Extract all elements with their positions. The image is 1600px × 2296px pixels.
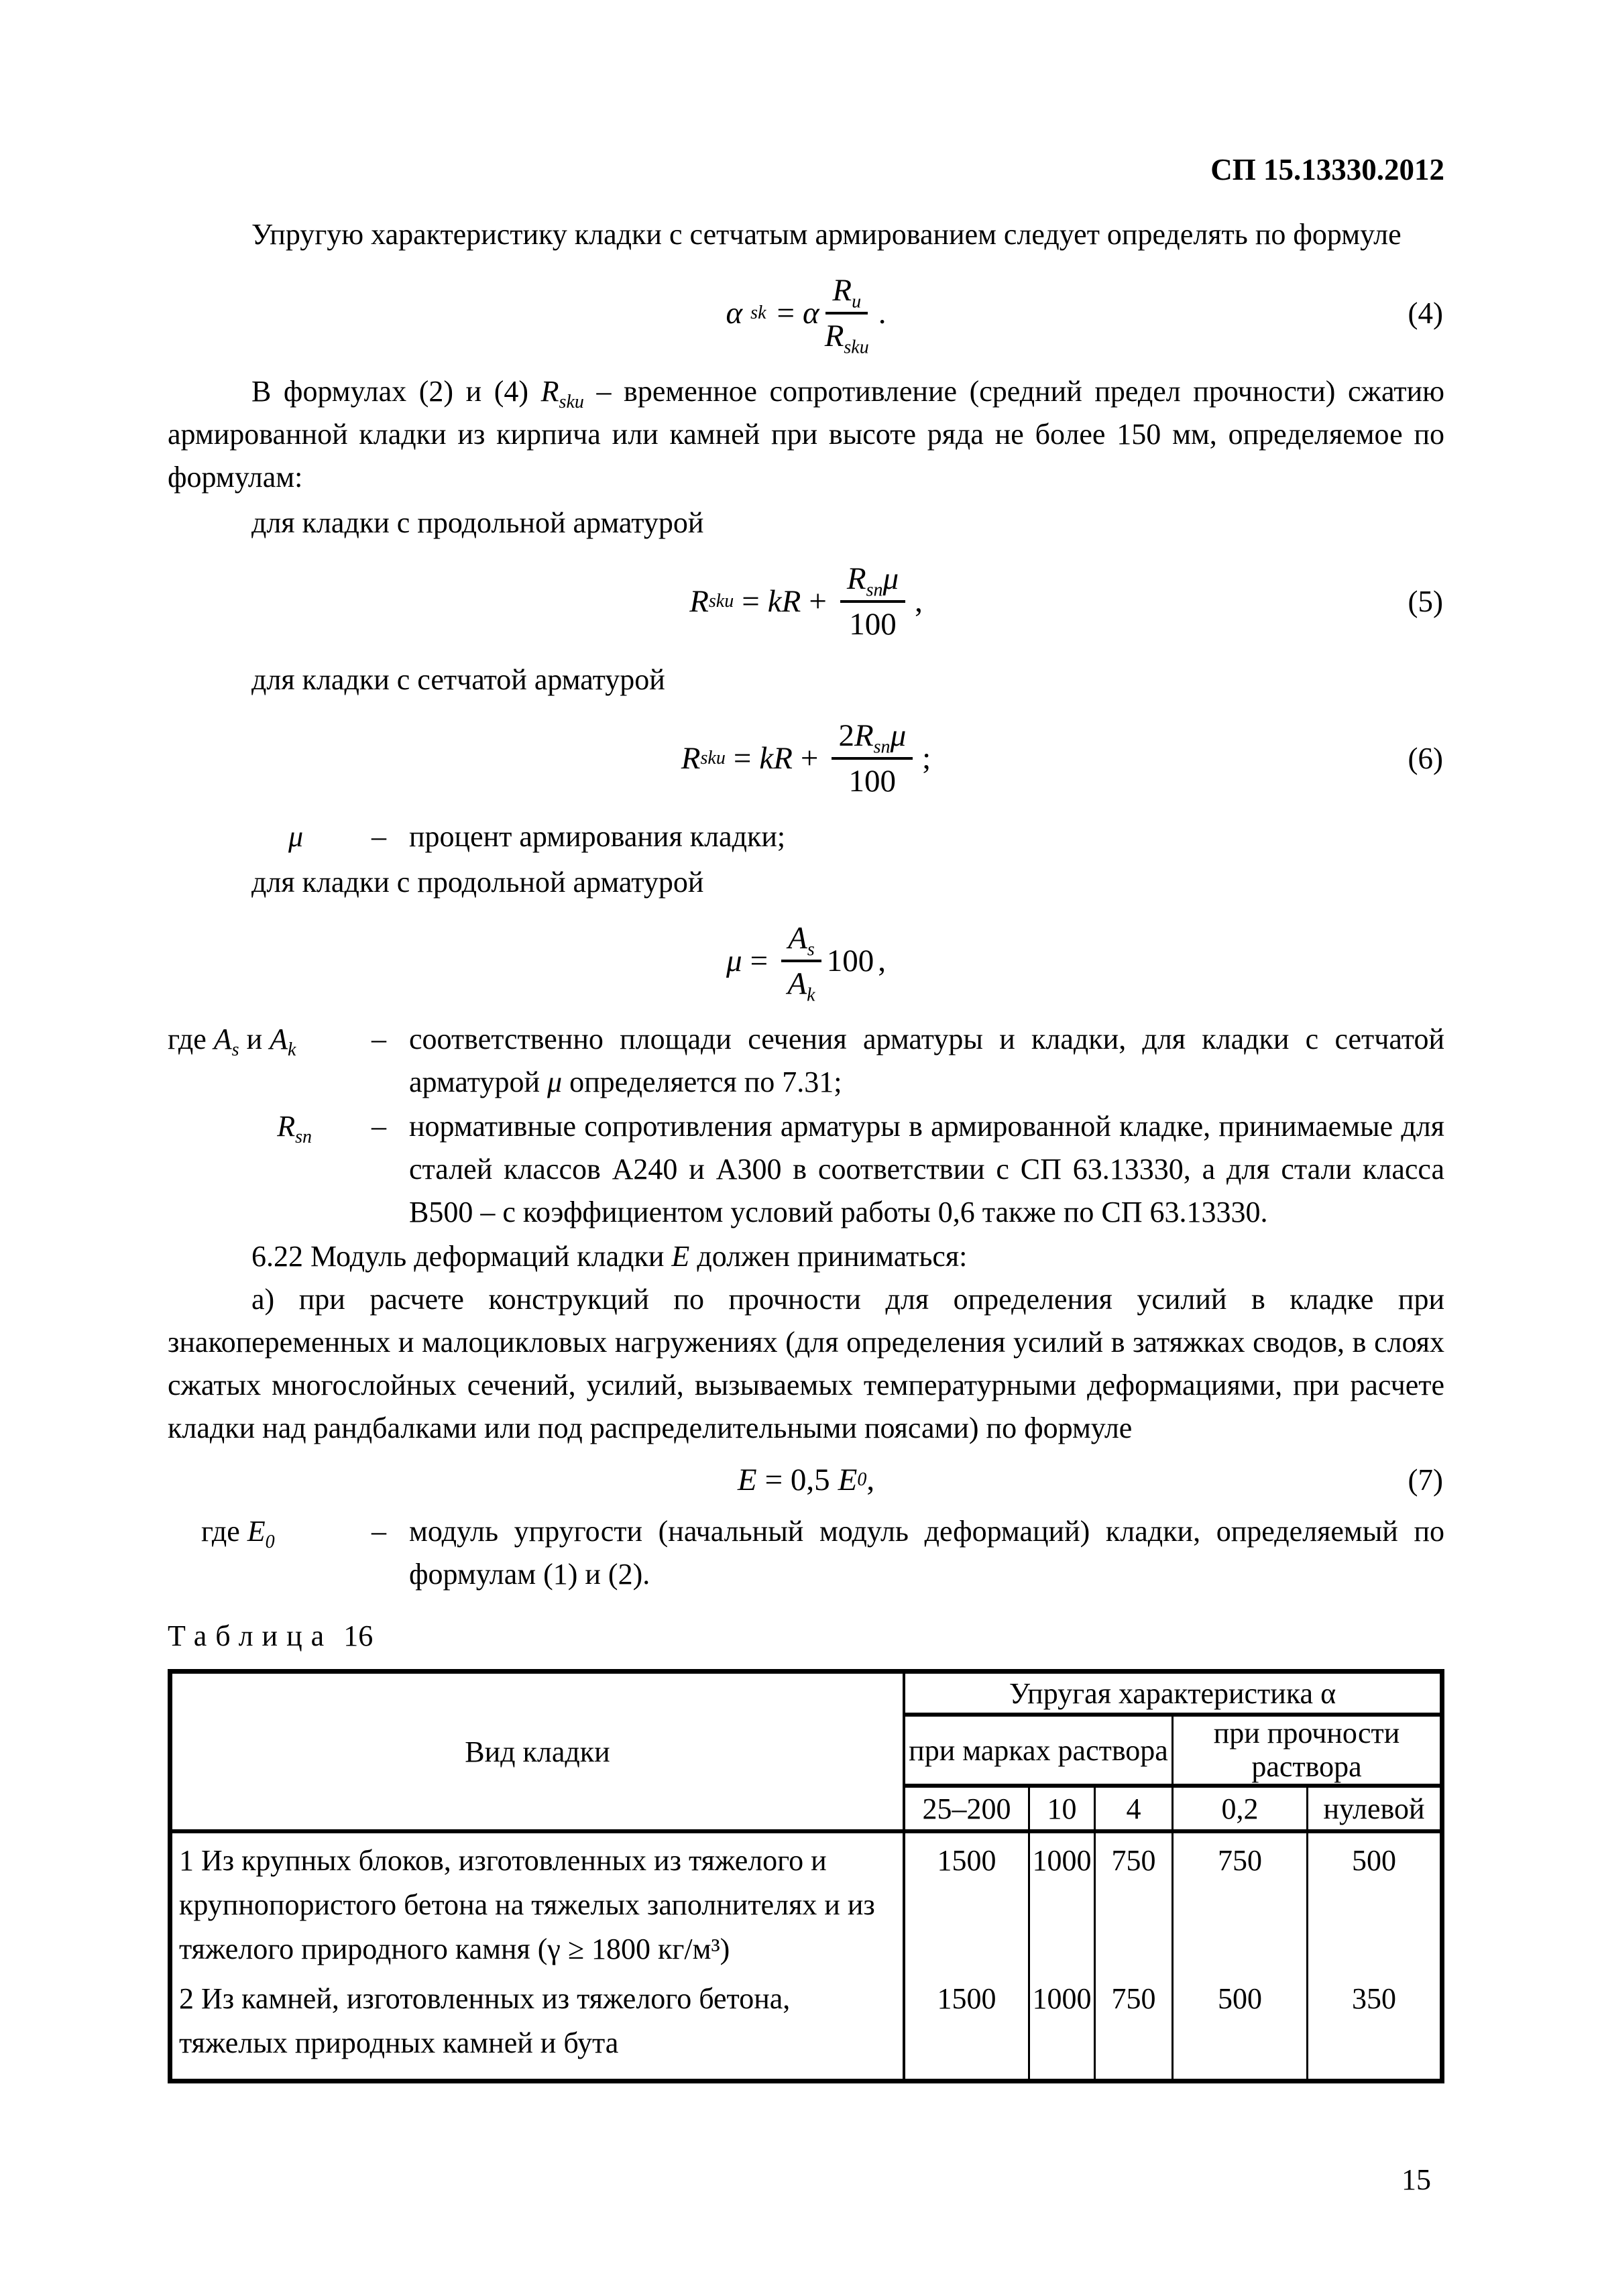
table-header-mortar-strength: при прочности раствора [1174, 1717, 1440, 1788]
table-row-1-value-4: 750 [1096, 1833, 1174, 1971]
eq7-punctuation: , [866, 1462, 875, 1497]
eq6-fraction [832, 718, 913, 799]
definition-as-var2: A [270, 1023, 288, 1055]
eq6-punctuation: ; [922, 741, 931, 776]
definition-as-description-post: определяется по 7.31; [562, 1066, 842, 1098]
definition-as-ak [168, 1018, 1444, 1104]
eq5-numerator-mu: μ [882, 561, 899, 596]
definition-e0 [168, 1510, 1444, 1596]
definition-as-dash: – [372, 1023, 386, 1055]
table-subheader-25-200: 25–200 [905, 1788, 1030, 1829]
para-formulas-text-post: – временное сопротивление (средний предел прочности) сжатию армированной кладки из кирпича или камней при высоте ряда не более 150 мм, определяемое по формулам: [168, 375, 1444, 494]
table-caption-number: 16 [343, 1619, 374, 1652]
table-row-2-value-0-2: 500 [1174, 1971, 1308, 2079]
eq4-alpha: α [726, 296, 743, 331]
para-intro: Упругую характеристику кладки с сетчатым армированием следует определять по формуле [251, 218, 1402, 251]
eq4-denominator-subscript: sku [844, 337, 869, 358]
equation-5: R sku = kR + $\frac{R_{sn}\mu}{100}$ , (5) [689, 561, 1443, 642]
equation-4: α sk = α $\frac{R_u}{R_{sku}}$ . (4) [726, 273, 1443, 358]
eq5-numerator: R [846, 561, 866, 596]
equation-6: R sku = kR + $\frac{2R_{sn}\mu}{100}$ ; (6) [681, 718, 1443, 799]
page-number: 15 [1402, 2163, 1431, 2196]
definition-as-var2-subscript: k [288, 1039, 296, 1060]
para-formulas [168, 370, 1444, 499]
definition-rsn-var-subscript: sn [295, 1126, 312, 1147]
eq7-equals: = 0,5 [764, 1462, 830, 1497]
definition-as-description [409, 1018, 1444, 1104]
definition-e0-description: модуль упругости (начальный модуль деформаций) кладки, определяемый по формулам (1) и (2). [409, 1515, 1444, 1591]
table-caption-word: Таблица [168, 1619, 333, 1652]
eq4-punctuation: . [878, 296, 887, 331]
equation-mu [168, 911, 1444, 1011]
table-row-2-value-25-200: 1500 [905, 1971, 1030, 2079]
table-subheader-0-2: 0,2 [1174, 1788, 1308, 1829]
eq6-number: (6) [1408, 742, 1443, 775]
table-row-1-value-25-200: 1500 [905, 1833, 1030, 1971]
para-formulas-text: В формулах (2) и (4) [251, 375, 541, 408]
table-subheader-zero: нулевой [1323, 1792, 1425, 1825]
definition-e0-var: E [247, 1515, 266, 1548]
eq7-rhs: E [838, 1462, 858, 1497]
table-row-1-value-10: 1000 [1030, 1833, 1096, 1971]
section-6-22-var: Е [671, 1240, 690, 1273]
eq4-fraction [824, 273, 869, 358]
eq4-number: (4) [1408, 296, 1443, 330]
table-header-mortar-grades: при марках раствора [905, 1717, 1174, 1788]
eq6-numerator-subscript: sn [873, 736, 891, 758]
label-mesh: для кладки с сетчатой арматурой [251, 663, 665, 696]
eq5-plus: + [809, 584, 827, 619]
eq6-plus: + [800, 741, 819, 776]
table-row-2-value-4: 750 [1096, 1971, 1174, 2079]
definition-as-var1: A [213, 1023, 232, 1055]
section-6-22-post: должен приниматься: [689, 1240, 968, 1273]
table-header-elastic-characteristic: Упругая характеристика α [905, 1674, 1440, 1717]
eq5-lhs: R [689, 584, 709, 619]
definition-rsn [168, 1105, 1444, 1234]
eq4-numerator: R [832, 273, 852, 308]
definition-as-mu: μ [547, 1066, 563, 1098]
table-subheader-10: 10 [1030, 1788, 1096, 1829]
table-16 [168, 1669, 1444, 2083]
para-item-a: а) при расчете конструкций по прочности для определения усилий в кладке при знакопеременных и малоцикловых нагружениях (для определения усилий в затяжках сводов, в слоях сжатых многослойных сечений, усилий, вызываемых температурными деформациями, при расчете кладки над рандбалками или под распределительными поясами) по формуле [168, 1283, 1444, 1444]
eq5-kr: kR [767, 584, 801, 619]
eqmu-numerator-subscript: s [807, 939, 815, 960]
eq6-numerator-mu: μ [890, 718, 907, 753]
table-16-header [172, 1674, 1440, 1829]
definition-as-var1-subscript: s [231, 1039, 239, 1060]
definition-e0-where: где [201, 1515, 247, 1548]
eqmu-denominator-subscript: k [807, 984, 815, 1006]
definition-e0-dash: – [372, 1515, 386, 1548]
eqmu-punctuation: , [878, 943, 886, 978]
eqmu-numerator: A [788, 921, 807, 956]
definition-mu [168, 815, 1444, 858]
definition-rsn-dash: – [372, 1110, 386, 1143]
eqmu-denominator: A [787, 966, 807, 1001]
eq6-numerator-coef: 2 [838, 718, 854, 753]
section-6-22 [168, 1235, 1444, 1278]
definition-as-description-pre: соответственно площади сечения арматуры и кладки, для кладки с сетчатой арматурой [409, 1023, 1444, 1098]
equation-7: E = 0,5 E 0 , (7) [737, 1462, 1443, 1497]
definition-as-conj: и [239, 1023, 270, 1055]
eq6-denominator: 100 [848, 764, 897, 799]
definition-mu-description: процент армирования кладки; [409, 820, 786, 853]
section-6-22-pre: 6.22 Модуль деформаций кладки [251, 1240, 672, 1273]
table-row-2-value-10: 1000 [1030, 1971, 1096, 2079]
table-subheader-4: 4 [1096, 1788, 1174, 1829]
definition-e0-var-subscript: 0 [265, 1531, 275, 1552]
eq5-fraction [840, 561, 905, 642]
definition-rsn-term [168, 1105, 349, 1234]
eq6-equals: = [733, 741, 752, 776]
eq5-number: (5) [1408, 585, 1443, 618]
eq4-alpha2: α [803, 296, 819, 331]
doc-code-header: СП 15.13330.2012 [1210, 153, 1444, 186]
eqmu-factor: 100 [826, 943, 874, 978]
definition-e0-term [168, 1510, 349, 1596]
eqmu-equals: = [750, 943, 768, 978]
eq5-punctuation: , [915, 584, 923, 619]
eq4-numerator-subscript: u [852, 291, 862, 312]
eq6-lhs: R [681, 741, 701, 776]
para-formulas-var-subscript: sku [559, 391, 584, 412]
eq6-numerator: R [854, 718, 874, 753]
eq4-denominator: R [824, 319, 844, 353]
definition-rsn-description: нормативные сопротивления арматуры в армированной кладке, принимаемые для сталей классов А240 и А300 в соответствии с СП 63.13330, а для стали класса В500 – с коэффициентом условий работы 0,6 также по СП 63.13330. [409, 1110, 1444, 1228]
definition-as-ak-where: где [168, 1023, 214, 1055]
definition-rsn-var: R [277, 1110, 296, 1143]
eq7-number: (7) [1408, 1463, 1443, 1497]
table-row-1-value-zero: 500 [1352, 1844, 1396, 1877]
eqmu-lhs: μ [726, 943, 742, 978]
table-row-2-value-zero: 350 [1352, 1982, 1396, 2015]
table-row-2-name: 2 Из камней, изготовленных из тяжелого бетона, тяжелых природных камней и бута [172, 1971, 905, 2079]
eq5-denominator: 100 [849, 607, 897, 642]
eq7-lhs: E [737, 1462, 757, 1497]
eq5-numerator-subscript: sn [866, 579, 883, 601]
definition-mu-dash: – [372, 820, 386, 853]
table-caption [168, 1619, 1444, 1653]
definition-mu-term: μ [288, 820, 304, 853]
definition-as-ak-term [168, 1018, 349, 1104]
eq5-equals: = [742, 584, 760, 619]
table-row-1-name: 1 Из крупных блоков, изготовленных из тяжелого и крупнопористого бетона на тяжелых заполнителях и из тяжелого природного камня (γ ≥ 1800 кг/м³) [172, 1833, 905, 1971]
label-longitudinal-1: для кладки с продольной арматурой [251, 506, 704, 539]
table-header-masonry-type: Вид кладки [172, 1674, 905, 1829]
table-row-1-value-0-2: 750 [1174, 1833, 1308, 1971]
table-16-body [172, 1829, 1440, 2079]
eq6-kr: kR [759, 741, 793, 776]
eq4-equals: = [777, 296, 795, 331]
eqmu-fraction [781, 921, 821, 1006]
para-formulas-var: R [540, 375, 559, 408]
label-longitudinal-2: для кладки с продольной арматурой [251, 866, 704, 899]
